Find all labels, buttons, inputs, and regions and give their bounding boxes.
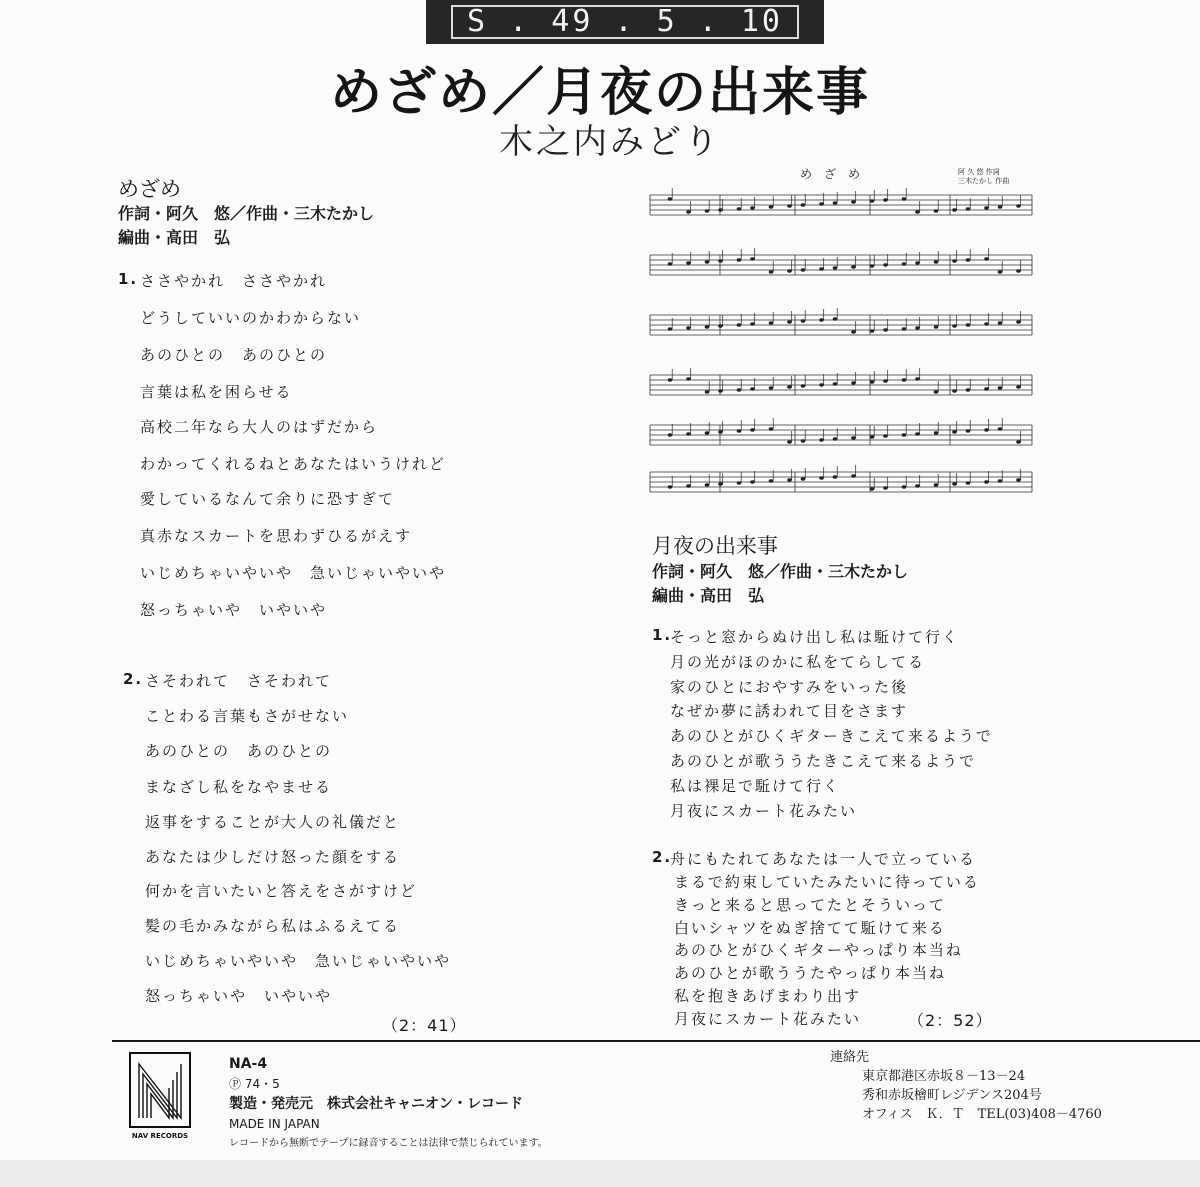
lyric-line: 怒っちゃいや いやいや — [145, 987, 333, 1005]
song2-credit-arrange: 編曲・高田 弘 — [652, 586, 765, 605]
lyric-line: ささやかれ ささやかれ — [140, 272, 328, 290]
lyric-line: 髪の毛かみながら私はふるえてる — [145, 917, 401, 935]
copyright-notice: レコードから無断でテープに録音することは法律で禁じられています。 — [229, 1138, 548, 1149]
lyric-line: いじめちゃいやいや 急いじゃいやいや — [145, 952, 452, 970]
song2-duration: （2：52） — [908, 1011, 993, 1030]
song1-credit-arrange: 編曲・高田 弘 — [118, 228, 231, 247]
lyric-line: まるで約束していたみたいに待っている — [674, 873, 980, 891]
lyric-line: 白いシャツをぬぎ捨てて駈けて来る — [674, 919, 946, 937]
lyric-line: まなざし私をなやませる — [145, 778, 333, 796]
lyric-line: いじめちゃいやいや 急いじゃいやいや — [140, 564, 447, 582]
score-title: め ざ め — [800, 167, 861, 181]
score-credit-music: 三木たかし 作曲 — [958, 177, 1010, 185]
lyric-line: ことわる言葉もさがせない — [145, 707, 350, 725]
footer-divider — [112, 1040, 1200, 1042]
lyric-line: あのひとの あのひとの — [145, 742, 333, 760]
lyric-line: 何かを言いたいと答えをさがすけど — [145, 882, 418, 900]
lyric-line: 返事をすることが大人の礼儀だと — [145, 813, 401, 831]
made-in-japan: MADE IN JAPAN — [229, 1117, 320, 1131]
staff-lines — [650, 188, 1032, 492]
phonogram-year: Ⓟ 74・5 — [229, 1077, 280, 1091]
sheet-music — [640, 160, 1040, 510]
lyric-line: 言葉は私を困らせる — [140, 383, 293, 401]
lyric-line: あのひとの あのひとの — [140, 346, 328, 364]
verse-number: 1. — [652, 626, 673, 644]
date-stamp-text: S . 49 . 5 . 10 — [451, 5, 799, 39]
lyric-line: 私を抱きあげまわり出す — [674, 987, 862, 1005]
logo-text: NAV RECORDS — [131, 1132, 189, 1140]
lyric-line: きっと来ると思ってたとそういって — [674, 896, 947, 914]
lyric-line: あのひとが歌ううたきこえて来るようで — [670, 752, 977, 770]
lyric-line: 月の光がほのかに私をてらしてる — [670, 653, 926, 671]
lyric-line: あのひとが歌ううたやっぱり本当ね — [674, 964, 947, 982]
song2-credit-lyrics-music: 作詞・阿久 悠／作曲・三木たかし — [652, 562, 909, 581]
song1-credits — [118, 202, 374, 250]
lyric-line: さそわれて さそわれて — [145, 672, 333, 690]
song1-duration: （2：41） — [382, 1016, 467, 1035]
lyric-line: 真赤なスカートを思わずひるがえす — [140, 527, 413, 545]
lyric-line: 高校二年なら大人のはずだから — [140, 418, 379, 436]
verse-number: 1. — [118, 270, 139, 288]
song2-title: 月夜の出来事 — [652, 534, 778, 558]
contact-address: 東京都港区赤坂８－13－24 — [862, 1069, 1026, 1084]
lyric-line: 月夜にスカート花みたい — [670, 802, 858, 820]
song2-credits — [652, 560, 908, 608]
lyric-line: 私は裸足で駈けて行く — [670, 777, 841, 795]
verse-number: 2. — [123, 670, 144, 688]
lyric-line: 月夜にスカート花みたい — [674, 1010, 862, 1028]
lyric-line: あのひとがひくギターやっぱり本当ね — [674, 941, 963, 959]
lyric-line: どうしていいのかわからない — [140, 309, 362, 327]
nav-records-logo — [129, 1052, 191, 1142]
lyric-line: あなたは少しだけ怒った顔をする — [145, 848, 401, 866]
contact-office-phone: オフィス Ｋ．Ｔ TEL(03)408－4760 — [862, 1107, 1102, 1122]
lyric-line: 家のひとにおやすみをいった後 — [670, 678, 909, 696]
song1-credit-lyrics-music: 作詞・阿久 悠／作曲・三木たかし — [118, 204, 375, 223]
lyric-line: なぜか夢に誘われて目をさます — [670, 702, 909, 720]
contact-building: 秀和赤坂檜町レジデンス204号 — [862, 1088, 1042, 1103]
manufacturer: 製造・発売元 株式会社キャニオン・レコード — [229, 1096, 523, 1112]
song1-title: めざめ — [118, 177, 181, 201]
lyric-line: 愛しているなんて余りに恐すぎて — [140, 490, 396, 508]
date-stamp — [426, 0, 824, 44]
label-info — [229, 1054, 548, 1154]
contact-heading: 連絡先 — [830, 1050, 870, 1065]
catalog-number: NA-4 — [229, 1056, 268, 1072]
lyric-line: 怒っちゃいや いやいや — [140, 601, 328, 619]
lyric-line: 舟にもたれてあなたは一人で立っている — [670, 850, 977, 868]
lyric-line: あのひとがひくギターきこえて来るようで — [670, 727, 993, 745]
artist-name: 木之内みどり — [499, 122, 721, 162]
bottom-shadow — [0, 1160, 1200, 1187]
lyric-line: わかってくれるねとあなたはいうけれど — [140, 455, 447, 473]
lyric-line: そっと窓からぬけ出し私は駈けて行く — [670, 628, 960, 646]
verse-number: 2. — [652, 848, 673, 866]
contact-block — [830, 1048, 1102, 1124]
score-credit-lyrics: 阿 久 悠 作詞 — [958, 168, 1000, 176]
page-title: めざめ／月夜の出来事 — [329, 63, 870, 123]
